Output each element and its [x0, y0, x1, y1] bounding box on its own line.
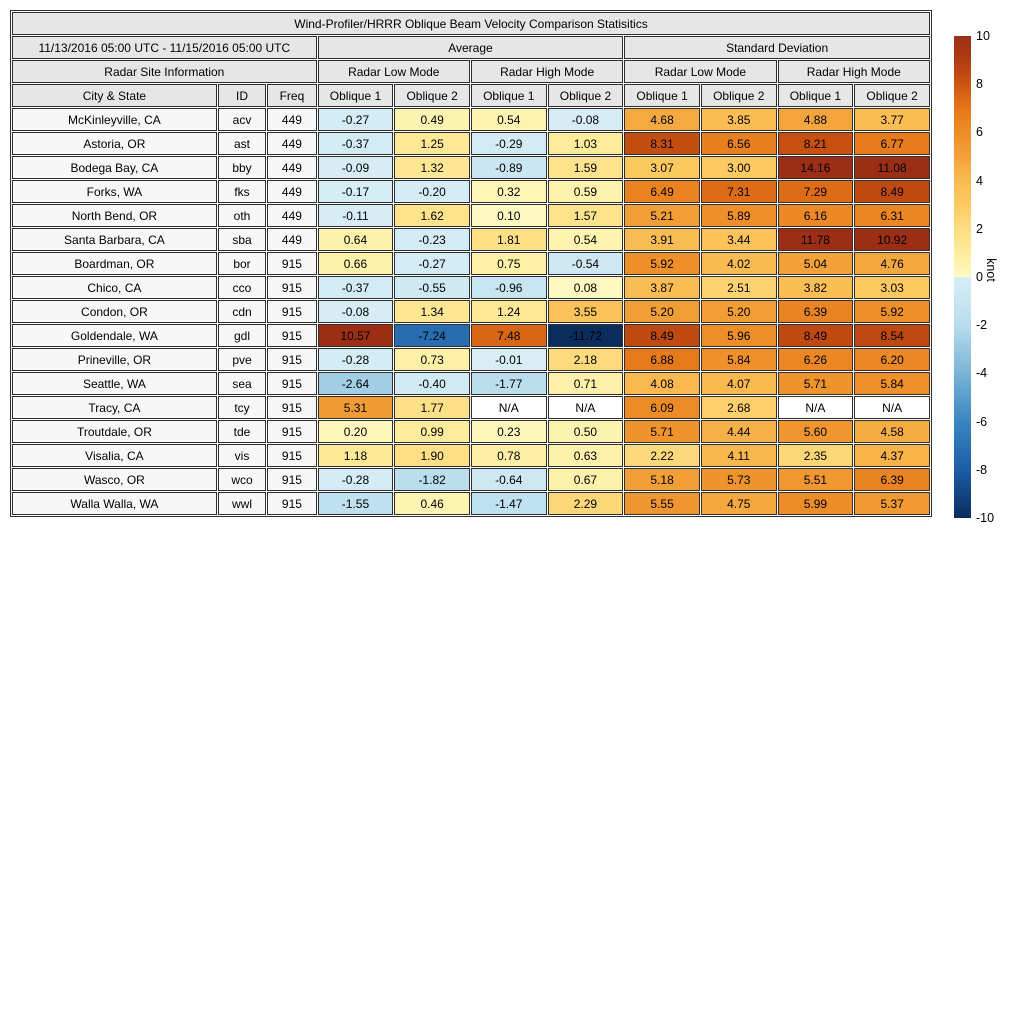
table-row — [12, 420, 930, 443]
value-cell: 5.96 — [701, 324, 777, 347]
value-cell: 8.49 — [854, 180, 930, 203]
value-cell: -1.82 — [394, 468, 470, 491]
value-cell: 2.22 — [624, 444, 700, 467]
value-cell: 0.78 — [471, 444, 547, 467]
value-cell: 6.88 — [624, 348, 700, 371]
avg-high-mode-header: Radar High Mode — [471, 60, 623, 83]
colorbar-tick-label: 0 — [976, 270, 983, 284]
value-cell: 0.54 — [548, 228, 624, 251]
group-header-average: Average — [318, 36, 624, 59]
value-cell: 5.20 — [701, 300, 777, 323]
value-cell: 0.23 — [471, 420, 547, 443]
value-cell: -0.08 — [548, 108, 624, 131]
city-cell: Condon, OR — [12, 300, 217, 323]
site-info-header: Radar Site Information — [12, 60, 317, 83]
city-cell: Santa Barbara, CA — [12, 228, 217, 251]
city-cell: Walla Walla, WA — [12, 492, 217, 515]
value-cell: 4.58 — [854, 420, 930, 443]
value-cell: -1.47 — [471, 492, 547, 515]
id-cell: sea — [218, 372, 266, 395]
colorbar-tick-label: 4 — [976, 173, 983, 188]
value-cell: 6.56 — [701, 132, 777, 155]
id-cell: cco — [218, 276, 266, 299]
value-cell: 1.81 — [471, 228, 547, 251]
freq-cell: 449 — [267, 156, 316, 179]
column-header-row — [12, 84, 930, 107]
value-cell: -0.37 — [318, 276, 394, 299]
city-cell: Astoria, OR — [12, 132, 217, 155]
value-cell: 14.16 — [778, 156, 854, 179]
value-cell: 3.03 — [854, 276, 930, 299]
value-cell: 1.77 — [394, 396, 470, 419]
value-cell: 1.62 — [394, 204, 470, 227]
city-cell: Boardman, OR — [12, 252, 217, 275]
value-cell-na: N/A — [548, 396, 624, 419]
table-row — [12, 228, 930, 251]
value-cell: 0.10 — [471, 204, 547, 227]
id-cell: bby — [218, 156, 266, 179]
value-cell: 4.76 — [854, 252, 930, 275]
table-body — [12, 108, 930, 515]
group-header-std-dev: Standard Deviation — [624, 36, 930, 59]
freq-cell: 449 — [267, 132, 316, 155]
value-cell: 2.18 — [548, 348, 624, 371]
value-cell: 5.99 — [778, 492, 854, 515]
value-cell: 1.32 — [394, 156, 470, 179]
value-cell: 3.07 — [624, 156, 700, 179]
value-cell: 0.46 — [394, 492, 470, 515]
table-row — [12, 324, 930, 347]
value-cell: 8.54 — [854, 324, 930, 347]
id-cell: tde — [218, 420, 266, 443]
freq-cell: 915 — [267, 468, 316, 491]
id-cell: fks — [218, 180, 266, 203]
value-cell: 0.59 — [548, 180, 624, 203]
id-cell: oth — [218, 204, 266, 227]
value-cell: 6.39 — [854, 468, 930, 491]
id-cell: sba — [218, 228, 266, 251]
value-cell: 1.18 — [318, 444, 394, 467]
table-row — [12, 252, 930, 275]
value-cell: -0.27 — [318, 108, 394, 131]
freq-cell: 449 — [267, 180, 316, 203]
value-cell: -0.27 — [394, 252, 470, 275]
value-cell: 0.71 — [548, 372, 624, 395]
mode-header-row — [12, 60, 930, 83]
colorbar-tick-label: -8 — [976, 462, 988, 477]
colorbar-tick-label: 10 — [976, 29, 990, 43]
value-cell: -0.23 — [394, 228, 470, 251]
value-cell: 1.25 — [394, 132, 470, 155]
value-cell: 4.68 — [624, 108, 700, 131]
value-cell: 7.29 — [778, 180, 854, 203]
value-cell: -0.54 — [548, 252, 624, 275]
sd-low-mode-header: Radar Low Mode — [624, 60, 776, 83]
id-cell: tcy — [218, 396, 266, 419]
col-header-city: City & State — [12, 84, 217, 107]
value-cell: -11.72 — [548, 324, 624, 347]
col-header-oblique-1: Oblique 1 — [778, 84, 854, 107]
value-cell: -0.55 — [394, 276, 470, 299]
value-cell: 5.92 — [854, 300, 930, 323]
col-header-oblique-2: Oblique 2 — [548, 84, 624, 107]
freq-cell: 449 — [267, 228, 316, 251]
value-cell: -0.40 — [394, 372, 470, 395]
value-cell: 5.71 — [624, 420, 700, 443]
city-cell: Goldendale, WA — [12, 324, 217, 347]
value-cell: 5.60 — [778, 420, 854, 443]
value-cell-na: N/A — [471, 396, 547, 419]
value-cell: 0.32 — [471, 180, 547, 203]
freq-cell: 915 — [267, 396, 316, 419]
value-cell: 6.20 — [854, 348, 930, 371]
colorbar-gradient — [954, 36, 971, 518]
id-cell: ast — [218, 132, 266, 155]
col-header-oblique-2: Oblique 2 — [701, 84, 777, 107]
value-cell: 5.20 — [624, 300, 700, 323]
value-cell: -1.77 — [471, 372, 547, 395]
id-cell: gdl — [218, 324, 266, 347]
value-cell: 5.18 — [624, 468, 700, 491]
value-cell: -0.64 — [471, 468, 547, 491]
freq-cell: 915 — [267, 324, 316, 347]
col-header-oblique-1: Oblique 1 — [624, 84, 700, 107]
value-cell: -0.28 — [318, 468, 394, 491]
value-cell: 1.24 — [471, 300, 547, 323]
value-cell: 1.59 — [548, 156, 624, 179]
value-cell: 2.51 — [701, 276, 777, 299]
value-cell: -0.17 — [318, 180, 394, 203]
value-cell: 0.49 — [394, 108, 470, 131]
colorbar-tick-label: -10 — [976, 511, 995, 525]
value-cell: -0.96 — [471, 276, 547, 299]
value-cell: 5.04 — [778, 252, 854, 275]
table-row — [12, 348, 930, 371]
value-cell: -0.20 — [394, 180, 470, 203]
city-cell: Troutdale, OR — [12, 420, 217, 443]
title-row — [12, 12, 930, 35]
value-cell: 5.92 — [624, 252, 700, 275]
table-row — [12, 276, 930, 299]
freq-cell: 915 — [267, 444, 316, 467]
city-cell: Seattle, WA — [12, 372, 217, 395]
value-cell: 0.63 — [548, 444, 624, 467]
table-row — [12, 204, 930, 227]
group-header-row — [12, 36, 930, 59]
value-cell: 0.54 — [471, 108, 547, 131]
table-row — [12, 372, 930, 395]
value-cell: 5.37 — [854, 492, 930, 515]
table-row — [12, 180, 930, 203]
value-cell: 8.49 — [778, 324, 854, 347]
value-cell: 4.37 — [854, 444, 930, 467]
value-cell: 1.90 — [394, 444, 470, 467]
table-row — [12, 132, 930, 155]
table-row — [12, 444, 930, 467]
colorbar-tick-label: 2 — [976, 221, 983, 236]
value-cell: -0.08 — [318, 300, 394, 323]
col-header-id: ID — [218, 84, 266, 107]
value-cell: 5.73 — [701, 468, 777, 491]
value-cell: 5.31 — [318, 396, 394, 419]
colorbar-tick-label: -4 — [976, 366, 988, 381]
col-header-oblique-1: Oblique 1 — [318, 84, 394, 107]
value-cell: -0.09 — [318, 156, 394, 179]
value-cell: 3.44 — [701, 228, 777, 251]
table-row — [12, 468, 930, 491]
city-cell: Wasco, OR — [12, 468, 217, 491]
value-cell: -7.24 — [394, 324, 470, 347]
value-cell: 4.88 — [778, 108, 854, 131]
value-cell: 4.44 — [701, 420, 777, 443]
col-header-freq: Freq — [267, 84, 316, 107]
value-cell: 4.11 — [701, 444, 777, 467]
col-header-oblique-2: Oblique 2 — [394, 84, 470, 107]
col-header-oblique-1: Oblique 1 — [471, 84, 547, 107]
value-cell: 8.31 — [624, 132, 700, 155]
value-cell: 0.99 — [394, 420, 470, 443]
value-cell: 5.84 — [854, 372, 930, 395]
avg-low-mode-header: Radar Low Mode — [318, 60, 470, 83]
value-cell: 10.92 — [854, 228, 930, 251]
id-cell: vis — [218, 444, 266, 467]
value-cell: 7.31 — [701, 180, 777, 203]
value-cell: 5.84 — [701, 348, 777, 371]
value-cell: 6.31 — [854, 204, 930, 227]
value-cell: 5.51 — [778, 468, 854, 491]
value-cell: 0.73 — [394, 348, 470, 371]
value-cell: 4.75 — [701, 492, 777, 515]
value-cell: 8.21 — [778, 132, 854, 155]
id-cell: bor — [218, 252, 266, 275]
id-cell: acv — [218, 108, 266, 131]
value-cell: 0.66 — [318, 252, 394, 275]
value-cell: 7.48 — [471, 324, 547, 347]
value-cell: -0.11 — [318, 204, 394, 227]
value-cell: 3.00 — [701, 156, 777, 179]
value-cell: 6.09 — [624, 396, 700, 419]
city-cell: Chico, CA — [12, 276, 217, 299]
city-cell: Forks, WA — [12, 180, 217, 203]
col-header-oblique-2: Oblique 2 — [854, 84, 930, 107]
value-cell: 11.08 — [854, 156, 930, 179]
value-cell: 0.64 — [318, 228, 394, 251]
value-cell: 0.50 — [548, 420, 624, 443]
value-cell: 6.16 — [778, 204, 854, 227]
colorbar-tick-label: 8 — [976, 77, 983, 92]
colorbar-tick-label: -6 — [976, 414, 988, 429]
value-cell: 6.49 — [624, 180, 700, 203]
table-title: Wind-Profiler/HRRR Oblique Beam Velocity Comparison Statisitics — [12, 12, 930, 35]
value-cell: 3.55 — [548, 300, 624, 323]
value-cell: 6.39 — [778, 300, 854, 323]
colorbar-tick-label: -2 — [976, 318, 988, 333]
freq-cell: 915 — [267, 276, 316, 299]
statistics-table — [10, 10, 932, 517]
value-cell: 1.34 — [394, 300, 470, 323]
city-cell: North Bend, OR — [12, 204, 217, 227]
value-cell: 2.35 — [778, 444, 854, 467]
table-row — [12, 156, 930, 179]
colorbar-unit-label: knot — [984, 258, 998, 282]
city-cell: Bodega Bay, CA — [12, 156, 217, 179]
id-cell: wco — [218, 468, 266, 491]
table-row — [12, 108, 930, 131]
value-cell: -2.64 — [318, 372, 394, 395]
value-cell: 4.08 — [624, 372, 700, 395]
city-cell: Tracy, CA — [12, 396, 217, 419]
value-cell: -0.01 — [471, 348, 547, 371]
value-cell: -0.37 — [318, 132, 394, 155]
value-cell: 2.68 — [701, 396, 777, 419]
value-cell-na: N/A — [854, 396, 930, 419]
value-cell: -1.55 — [318, 492, 394, 515]
table-row — [12, 492, 930, 515]
freq-cell: 915 — [267, 492, 316, 515]
colorbar-tick-label: 6 — [976, 125, 983, 140]
value-cell: 0.67 — [548, 468, 624, 491]
value-cell: 4.07 — [701, 372, 777, 395]
value-cell: 1.03 — [548, 132, 624, 155]
value-cell: 5.71 — [778, 372, 854, 395]
value-cell: 2.29 — [548, 492, 624, 515]
value-cell: 0.20 — [318, 420, 394, 443]
date-range-cell: 11/13/2016 05:00 UTC - 11/15/2016 05:00 UTC — [12, 36, 317, 59]
value-cell: -0.28 — [318, 348, 394, 371]
value-cell: 5.55 — [624, 492, 700, 515]
freq-cell: 449 — [267, 108, 316, 131]
value-cell: -0.29 — [471, 132, 547, 155]
value-cell: 11.78 — [778, 228, 854, 251]
freq-cell: 915 — [267, 300, 316, 323]
value-cell: 6.77 — [854, 132, 930, 155]
id-cell: cdn — [218, 300, 266, 323]
table-row — [12, 396, 930, 419]
value-cell: -0.89 — [471, 156, 547, 179]
value-cell: 8.49 — [624, 324, 700, 347]
value-cell: 10.57 — [318, 324, 394, 347]
city-cell: McKinleyville, CA — [12, 108, 217, 131]
id-cell: wwl — [218, 492, 266, 515]
table-row — [12, 300, 930, 323]
id-cell: pve — [218, 348, 266, 371]
freq-cell: 915 — [267, 348, 316, 371]
sd-high-mode-header: Radar High Mode — [778, 60, 930, 83]
value-cell: 3.85 — [701, 108, 777, 131]
value-cell: 3.77 — [854, 108, 930, 131]
value-cell: 6.26 — [778, 348, 854, 371]
value-cell: 3.82 — [778, 276, 854, 299]
value-cell: 0.08 — [548, 276, 624, 299]
value-cell: 5.89 — [701, 204, 777, 227]
value-cell: 3.91 — [624, 228, 700, 251]
freq-cell: 915 — [267, 372, 316, 395]
freq-cell: 915 — [267, 252, 316, 275]
value-cell: 0.75 — [471, 252, 547, 275]
freq-cell: 449 — [267, 204, 316, 227]
value-cell: 1.57 — [548, 204, 624, 227]
city-cell: Visalia, CA — [12, 444, 217, 467]
freq-cell: 915 — [267, 420, 316, 443]
value-cell: 5.21 — [624, 204, 700, 227]
city-cell: Prineville, OR — [12, 348, 217, 371]
value-cell-na: N/A — [778, 396, 854, 419]
value-cell: 3.87 — [624, 276, 700, 299]
value-cell: 4.02 — [701, 252, 777, 275]
